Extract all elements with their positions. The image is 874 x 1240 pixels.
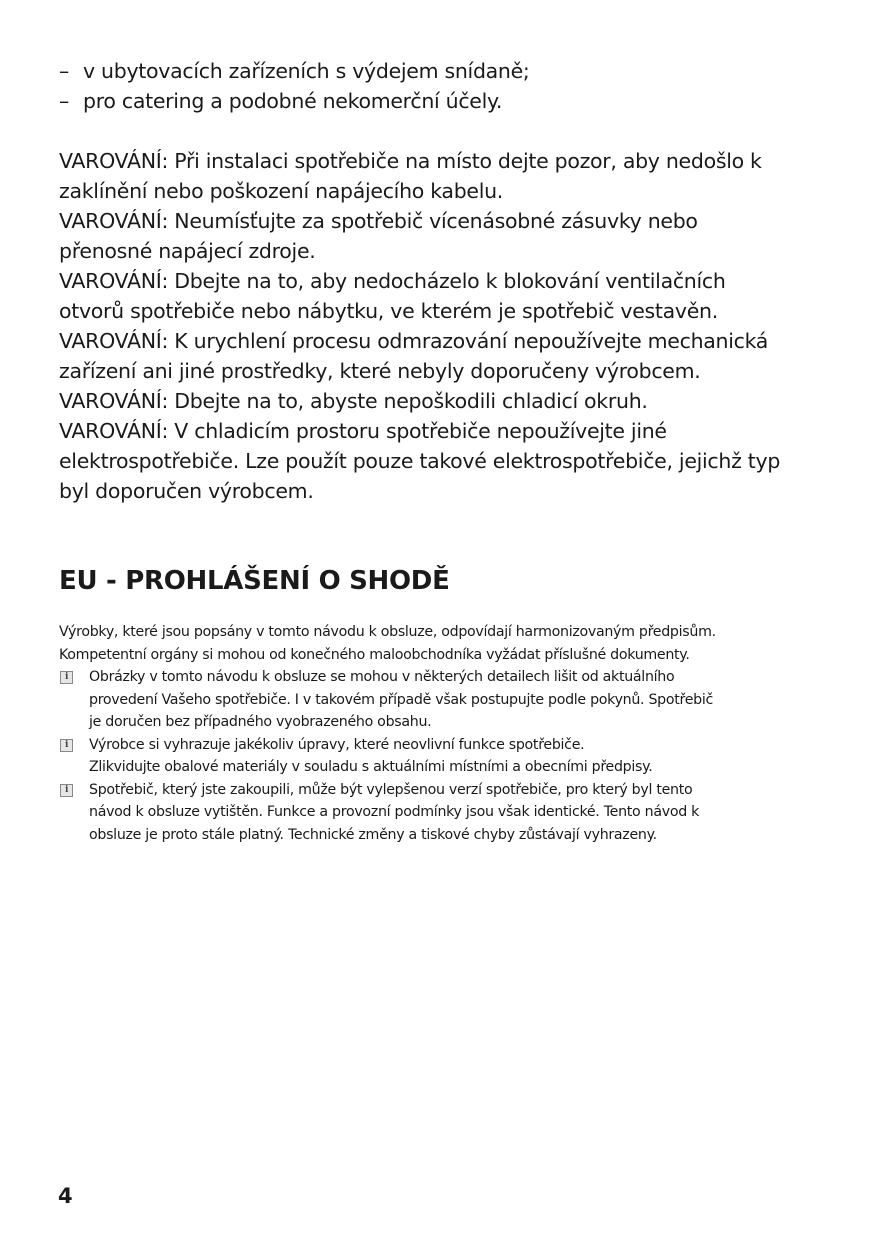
info-icon: i <box>60 739 73 752</box>
section-heading: EU - PROHLÁŠENÍ O SHODĚ <box>59 566 450 596</box>
warning-line: zařízení ani jiné prostředky, které nebyly doporučeny výrobcem. <box>59 359 701 383</box>
note-line: Spotřebič, který jste zakoupili, může být vylepšenou verzí spotřebiče, pro který byl tento <box>89 781 693 798</box>
info-note <box>59 779 716 847</box>
warning-line: VAROVÁNÍ: K urychlení procesu odmrazování nepoužívejte mechanická <box>59 329 769 353</box>
warning-line: přenosné napájecí zdroje. <box>59 239 316 263</box>
info-icon: i <box>60 671 73 684</box>
bullet-text: pro catering a podobné nekomerční účely. <box>83 89 503 113</box>
note-line: obsluze je proto stále platný. Technické změny a tiskové chyby zůstávají vyhrazeny. <box>89 826 657 843</box>
note-line: Výrobce si vyhrazuje jakékoliv úpravy, které neovlivní funkce spotřebiče. <box>89 736 585 753</box>
warning-line: VAROVÁNÍ: Dbejte na to, abyste nepoškodili chladicí okruh. <box>59 389 648 413</box>
info-note <box>59 734 716 779</box>
warning-line: VAROVÁNÍ: Neumísťujte za spotřebič vícenásobné zásuvky nebo <box>59 209 698 233</box>
declaration-section <box>59 621 716 846</box>
intro-line: Výrobky, které jsou popsány v tomto návodu k obsluze, odpovídají harmonizovaným předpisům. <box>59 624 716 640</box>
warning-line: otvorů spotřebiče nebo nábytku, ve kterém je spotřebič vestavěn. <box>59 299 718 323</box>
bullet-text: v ubytovacích zařízeních s výdejem snídaně; <box>83 59 530 83</box>
bullet-item: – v ubytovacích zařízeních s výdejem snídaně; <box>59 59 530 83</box>
warning-line: byl doporučen výrobcem. <box>59 479 314 503</box>
info-note <box>59 666 716 734</box>
info-icon: i <box>60 784 73 797</box>
warning-line: zaklínění nebo poškození napájecího kabelu. <box>59 179 504 203</box>
note-line: Obrázky v tomto návodu k obsluze se mohou v některých detailech lišit od aktuálního <box>89 669 675 685</box>
warning-line: VAROVÁNÍ: V chladicím prostoru spotřebiče nepoužívejte jiné <box>59 419 667 443</box>
note-line: je doručen bez případného vyobrazeného obsahu. <box>89 714 432 730</box>
warning-line: elektrospotřebiče. Lze použít pouze takové elektrospotřebiče, jejichž typ <box>59 449 781 473</box>
note-line: Zlikvidujte obalové materiály v souladu s aktuálními místními a obecními předpisy. <box>89 759 653 775</box>
page-number: 4 <box>58 1184 73 1208</box>
warning-line: VAROVÁNÍ: Při instalaci spotřebiče na místo dejte pozor, aby nedošlo k <box>59 149 762 173</box>
intro-line: Kompetentní orgány si mohou od konečného maloobchodníka vyžádat příslušné dokumenty. <box>59 646 690 663</box>
bullet-item: – pro catering a podobné nekomerční účely. <box>59 89 503 113</box>
warnings-section <box>59 56 780 506</box>
note-line: provedení Vašeho spotřebiče. I v takovém případě však postupujte podle pokynů. Spotřebič <box>89 691 714 708</box>
note-line: návod k obsluze vytištěn. Funkce a provozní podmínky jsou však identické. Tento návod k <box>89 804 700 820</box>
warning-line: VAROVÁNÍ: Dbejte na to, aby nedocházelo k blokování ventilačních <box>59 269 726 293</box>
